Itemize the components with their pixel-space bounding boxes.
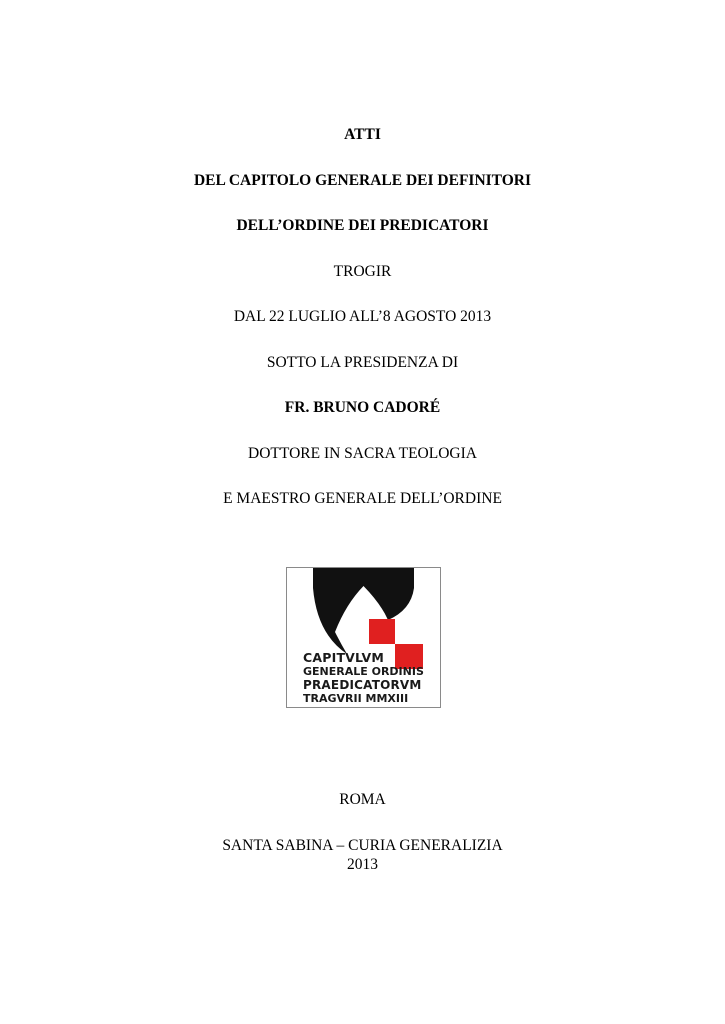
- logo-text-line-3: PRAEDICATORVM: [303, 678, 422, 692]
- location-trogir: TROGIR: [333, 263, 392, 280]
- footer-year: 2013: [347, 856, 378, 873]
- footer-city: ROMA: [339, 791, 386, 808]
- president-name: FR. BRUNO CADORÉ: [284, 399, 441, 416]
- chapter-logo: [286, 567, 441, 708]
- president-title-1: DOTTORE IN SACRA TEOLOGIA: [248, 445, 477, 462]
- president-title-2: E MAESTRO GENERALE DELL’ORDINE: [223, 490, 502, 507]
- logo-text-line-1: CAPITVLVM: [303, 650, 385, 665]
- footer-place: SANTA SABINA – CURIA GENERALIZIA: [222, 837, 503, 854]
- title-capitolo: DEL CAPITOLO GENERALE DEI DEFINITORI: [193, 172, 532, 189]
- logo-text-line-4: TRAGVRII MMXIII: [303, 692, 409, 705]
- title-ordine: DELL’ORDINE DEI PREDICATORI: [236, 217, 489, 234]
- title-atti: ATTI: [344, 126, 381, 143]
- presidency-intro: SOTTO LA PRESIDENZA DI: [266, 354, 459, 371]
- date-range: DAL 22 LUGLIO ALL’8 AGOSTO 2013: [233, 308, 492, 325]
- red-square-top: [369, 619, 395, 644]
- logo-text-line-2: GENERALE ORDINIS: [303, 665, 424, 678]
- shield-mantle-shape: [313, 568, 414, 654]
